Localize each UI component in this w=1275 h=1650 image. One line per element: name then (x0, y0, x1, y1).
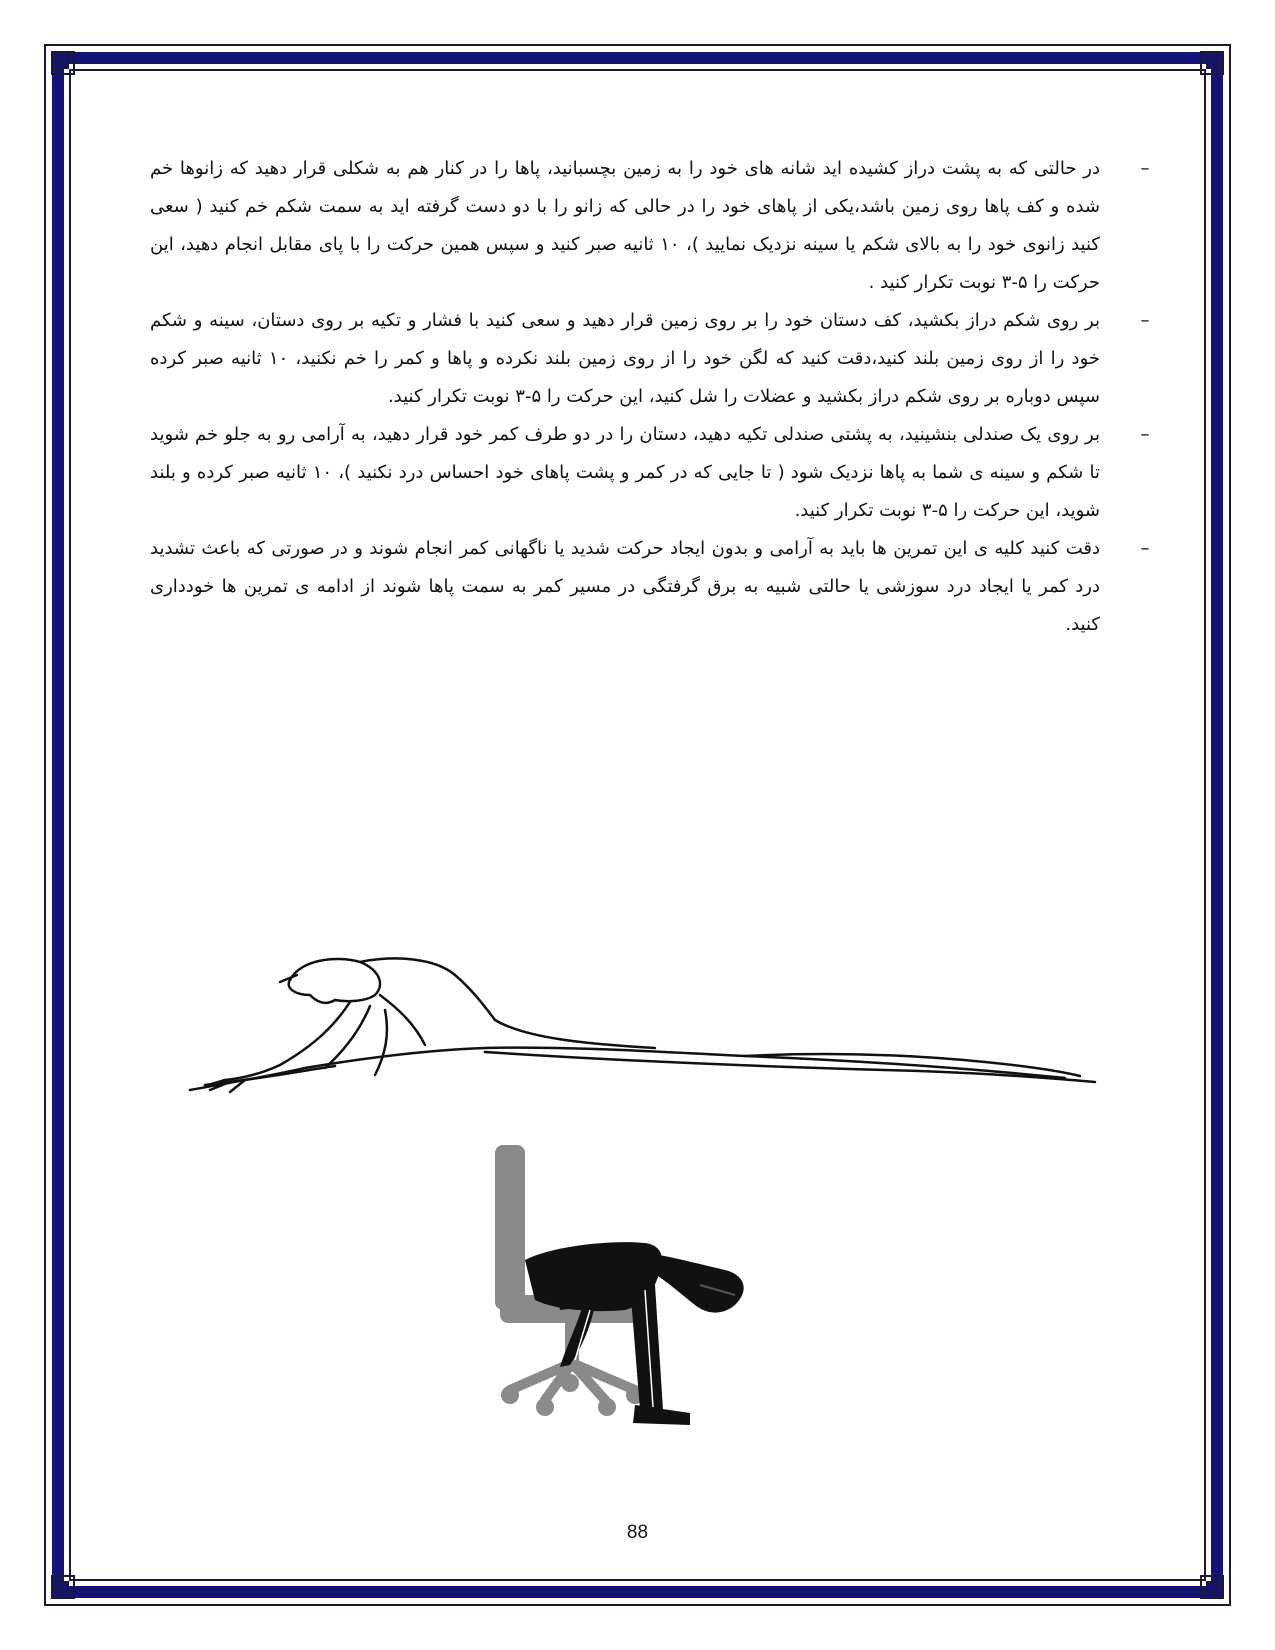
list-item (150, 302, 1150, 416)
prone-press-up-illustration (185, 940, 1105, 1100)
paragraph-text: بر روی یک صندلی بنشینید، به پشتی صندلی تکیه دهید، دستان را در دو طرف کمر خود قرار دهید، به آرامی رو به جلو خم شوید تا شکم و سینه ی شما به پاها نزدیک شود ( تا جایی که در کمر و پشت پاهای خود احساس درد نکنید )، ۱۰ ثانیه صبر کرده و بلند شوید، این حرکت را ۵-۳ نوبت تکرار کنید. (150, 424, 1100, 521)
exercise-list (150, 150, 1150, 644)
body-text (150, 150, 1150, 644)
paragraph-text: بر روی شکم دراز بکشید، کف دستان خود را بر روی زمین قرار دهید و سعی کنید با فشار و تکیه بر روی دستان، سینه و شکم خود را از روی زمین بلند کنید،دقت کنید که لگن خود را از روی زمین بلند نکرده و پاها و کمر را خم نکنید، ۱۰ ثانیه صبر کرده سپس دوباره بر روی شکم دراز بکشید و عضلات را شل کنید، این حرکت را ۵-۳ نوبت تکرار کنید. (150, 310, 1100, 407)
bullet-dash: – (1140, 538, 1150, 559)
paragraph-text: در حالتی که به پشت دراز کشیده اید شانه های خود را به زمین بچسبانید، پاها را در کنار هم به شکلی قرار دهید که زانوها خم شده و کف پاها روی زمین باشد،یکی از پاهای خود را در حالی که زانو را با دو دست گرفته اید به سمت شکم خم کنید ( سعی کنید زانوی خود را به بالای شکم یا سینه نزدیک نمایید )، ۱۰ ثانیه صبر کنید و سپس همین حرکت را با پای مقابل انجام دهید، این حرکت را ۵-۳ نوبت تکرار کنید . (150, 158, 1100, 293)
seated-forward-bend-illustration (495, 1145, 795, 1435)
bullet-dash: – (1140, 158, 1150, 179)
paragraph-text: دقت کنید کلیه ی این تمرین ها باید به آرامی و بدون ایجاد حرکت شدید یا ناگهانی کمر انجام شوند و در صورتی که باعث تشدید درد کمر یا ایجاد درد سوزشی یا حالتی شبیه به برق گرفتگی در مسیر کمر به سمت پاها شوند از ادامه ی تمرین ها خودداری کنید. (150, 538, 1100, 635)
list-item (150, 416, 1150, 530)
page-number: 88 (626, 1522, 649, 1543)
list-item (150, 150, 1150, 302)
list-item (150, 530, 1150, 644)
bullet-dash: – (1140, 310, 1150, 331)
bullet-dash: – (1140, 424, 1150, 445)
